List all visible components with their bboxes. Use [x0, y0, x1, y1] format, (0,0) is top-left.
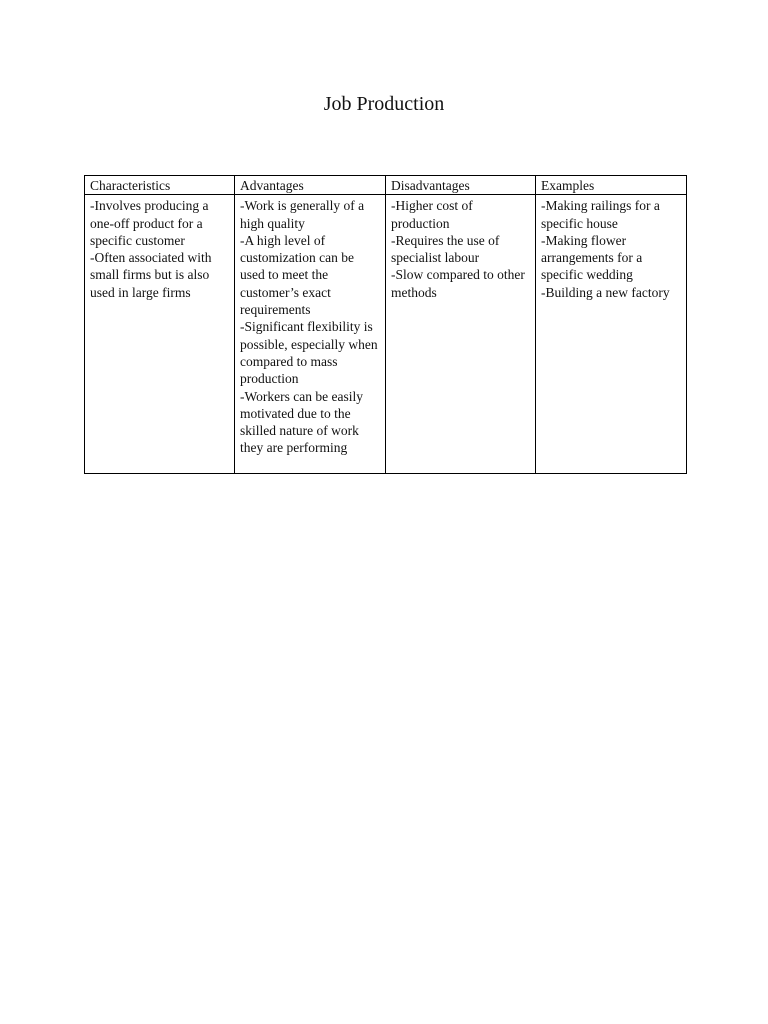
- cell-disadvantages: [386, 195, 536, 474]
- examples-text: -Making railings for a specific house -Making flower arrangements for a specific wedding -Building a new factory: [541, 198, 670, 300]
- table-header-row: [85, 176, 687, 195]
- table-body: [85, 195, 687, 474]
- advantages-text: -Work is generally of a high quality -A high level of customization can be used to meet the customer’s exact requirements -Significant flexibility is possible, especially when compared to mass production -Workers can be easily motivated due to the skilled nature of work they are performing: [240, 198, 378, 456]
- table-row: [85, 195, 687, 474]
- table-header: [85, 176, 687, 195]
- header-characteristics: Characteristics: [85, 176, 235, 195]
- characteristics-text: -Involves producing a one-off product for a specific customer -Often associated with small firms but is also used in large firms: [90, 198, 212, 300]
- job-production-table: [84, 175, 687, 474]
- cell-characteristics: [85, 195, 235, 474]
- disadvantages-text: -Higher cost of production -Requires the use of specialist labour -Slow compared to other methods: [391, 198, 525, 300]
- header-advantages: Advantages: [235, 176, 386, 195]
- page-title: Job Production: [323, 93, 445, 115]
- cell-advantages: [235, 195, 386, 474]
- header-examples: Examples: [536, 176, 687, 195]
- header-disadvantages: Disadvantages: [386, 176, 536, 195]
- cell-examples: [536, 195, 687, 474]
